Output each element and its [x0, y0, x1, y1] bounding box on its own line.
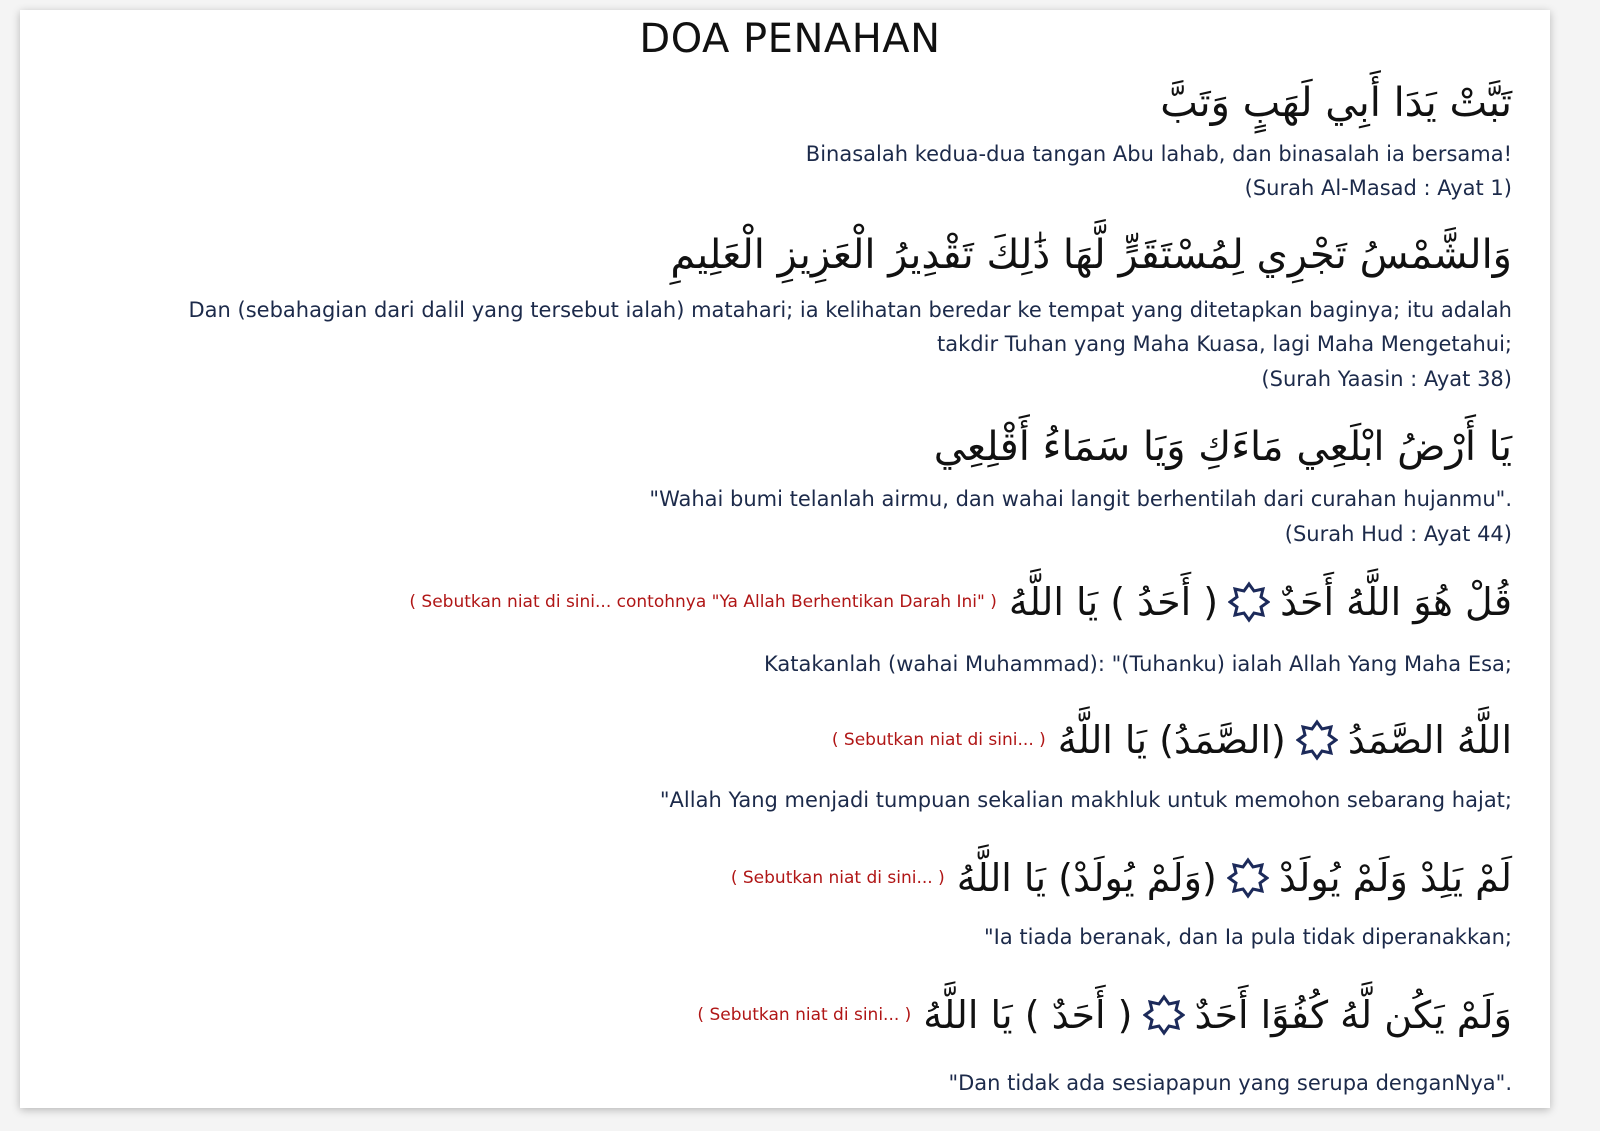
ikhlas1-translation: Katakanlah (wahai Muhammad): "(Tuhanku) ialah Allah Yang Maha Esa;: [764, 652, 1512, 676]
verse2-translation-line2: takdir Tuhan yang Maha Kuasa, lagi Maha Mengetahui;: [937, 332, 1512, 356]
ikhlas-repeat-arabic: ( أَحَدُ ) يَا اللَّهُ: [1008, 580, 1219, 624]
verse3-reference: (Surah Hud : Ayat 44): [1284, 522, 1512, 546]
ikhlas-verse-arabic: قُلْ هُوَ اللَّهُ أَحَدٌ: [1280, 580, 1512, 624]
verse1-arabic: تَبَّتْ يَدَا أَبِي لَهَبٍ وَتَبَّ: [1160, 80, 1512, 126]
verse2-translation-line1: Dan (sebahagian dari dalil yang tersebut ialah) matahari; ia kelihatan beredar ke tempat yang ditetapkan baginya; itu adalah: [188, 298, 1512, 322]
ikhlas-verse-arabic: اللَّهُ الصَّمَدُ: [1347, 718, 1512, 762]
ikhlas-line-2: [832, 718, 1512, 762]
ikhlas-verse-arabic: وَلَمْ يَكُن لَّهُ كُفُوًا أَحَدٌ: [1194, 993, 1512, 1037]
intention-note: ( Sebutkan niat di sini... contohnya "Ya Allah Berhentikan Darah Ini" ): [409, 592, 997, 612]
ikhlas4-translation: "Dan tidak ada sesiapapun yang serupa denganNya".: [948, 1071, 1512, 1095]
eight-point-star-icon: [1143, 994, 1185, 1036]
ikhlas2-translation: "Allah Yang menjadi tumpuan sekalian makhluk untuk memohon sebarang hajat;: [659, 788, 1512, 812]
ikhlas-repeat-arabic: (وَلَمْ يُولَدْ) يَا اللَّهُ: [956, 856, 1217, 900]
verse2-reference: (Surah Yaasin : Ayat 38): [1261, 367, 1512, 391]
intention-note: ( Sebutkan niat di sini... ): [730, 868, 945, 888]
ikhlas-line-3: [731, 856, 1512, 900]
verse3-translation: "Wahai bumi telanlah airmu, dan wahai langit berhentilah dari curahan hujanmu".: [649, 487, 1512, 511]
ikhlas3-translation: "Ia tiada beranak, dan Ia pula tidak diperanakkan;: [984, 925, 1512, 949]
page-title: DOA PENAHAN: [639, 16, 941, 62]
verse2-arabic: وَالشَّمْسُ تَجْرِي لِمُسْتَقَرٍّ لَّهَا ذَٰلِكَ تَقْدِيرُ الْعَزِيزِ الْعَلِيمِ: [670, 232, 1512, 278]
verse1-translation: Binasalah kedua-dua tangan Abu lahab, dan binasalah ia bersama!: [805, 142, 1512, 166]
ikhlas-line-1: [409, 580, 1512, 624]
eight-point-star-icon: [1296, 719, 1338, 761]
eight-point-star-icon: [1228, 581, 1270, 623]
verse3-arabic: يَا أَرْضُ ابْلَعِي مَاءَكِ وَيَا سَمَاءُ أَقْلِعِي: [933, 424, 1512, 470]
verse1-reference: (Surah Al-Masad : Ayat 1): [1244, 176, 1512, 200]
intention-note: ( Sebutkan niat di sini... ): [697, 1005, 912, 1025]
ikhlas-repeat-arabic: (الصَّمَدُ) يَا اللَّهُ: [1057, 718, 1286, 762]
ikhlas-repeat-arabic: ( أَحَدٌ ) يَا اللَّهُ: [923, 993, 1133, 1037]
eight-point-star-icon: [1227, 857, 1269, 899]
document-page: [20, 10, 1550, 1108]
intention-note: ( Sebutkan niat di sini... ): [831, 730, 1046, 750]
ikhlas-verse-arabic: لَمْ يَلِدْ وَلَمْ يُولَدْ: [1278, 856, 1512, 900]
ikhlas-line-4: [697, 993, 1512, 1037]
